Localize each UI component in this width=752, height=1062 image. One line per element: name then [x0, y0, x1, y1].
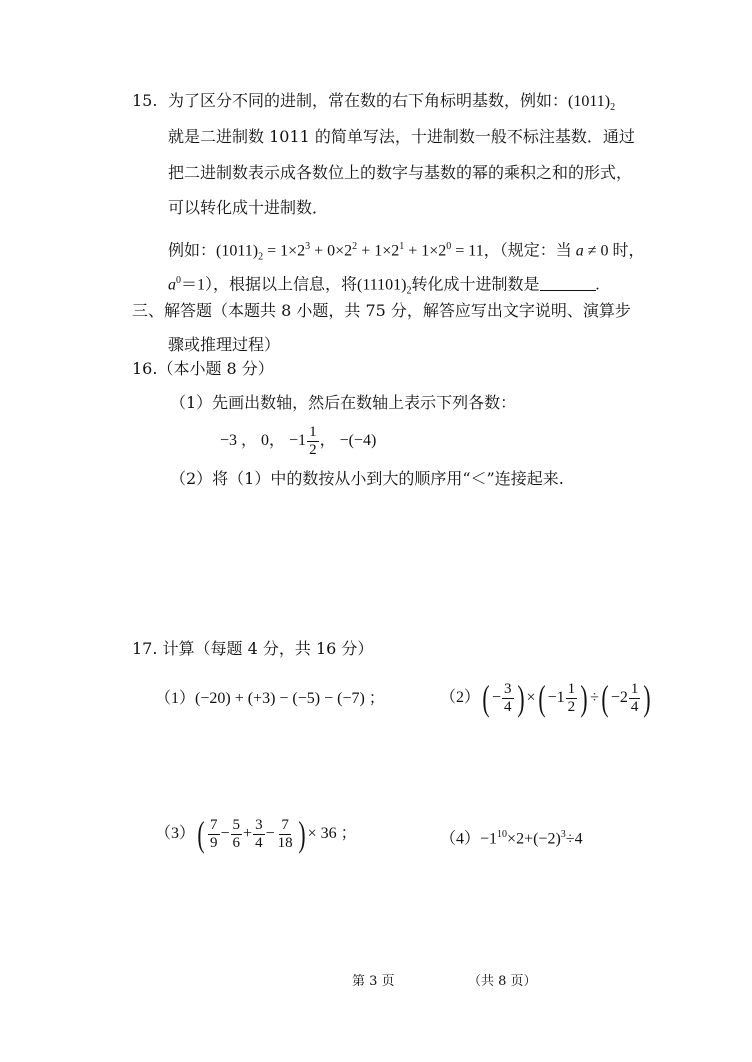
q17-p2-b-den: 2 — [567, 698, 576, 715]
q15-example-term1: = 1×2 — [263, 242, 306, 260]
q16-nums-b: ， −(−4) — [319, 432, 377, 449]
q15-example-exp1: 1 — [399, 241, 405, 252]
q17-p3-d1: 9 — [210, 834, 218, 851]
q17-p2-b-int: −1 — [547, 689, 565, 706]
q15-line1 — [168, 90, 615, 119]
section3-title-cont: 骤或推理过程） — [168, 335, 281, 354]
q15-rule-tail: 转化成十进制数是 — [411, 276, 540, 294]
q17-header: 17. 计算（每题 4 分，共 16 分） — [132, 639, 374, 658]
q15-rule-text: ＝1），根据以上信息，将 — [181, 276, 358, 294]
q15-rule-base: 2 — [406, 285, 412, 297]
q17-p2-frac-a — [502, 681, 514, 716]
q16-nums-a: −3 ， 0， −1 — [220, 432, 307, 449]
q17-p4-c: ÷4 — [565, 830, 583, 848]
q15-line1-base: 2 — [610, 102, 616, 114]
q15-example — [168, 236, 645, 269]
q15-number: 15. — [132, 91, 158, 110]
q15-rule-end: . — [595, 276, 600, 294]
q16-numbers — [220, 422, 376, 460]
q17-p4-exp: 10 — [497, 829, 508, 840]
q17-p1-expr: (−20) + (+3) − (−5) − (−7) ； — [195, 690, 385, 707]
q16-header: 16.（本小题 8 分） — [132, 359, 274, 378]
q17-p1 — [155, 688, 385, 710]
q17-p2-c-den: 4 — [630, 698, 639, 715]
q17-p1-label: （1） — [155, 690, 196, 707]
q17-p3-d3: 4 — [255, 834, 263, 851]
q17-p4-label: （4） — [440, 830, 481, 848]
q17-p3-d4: 18 — [277, 834, 293, 851]
q17-p3-op3: − — [265, 825, 275, 842]
q17-p2-a-num: 3 — [504, 680, 512, 697]
q15-rule-exp: 0 — [176, 275, 181, 286]
q17-p4-a: −1 — [480, 830, 498, 848]
q15-line1-text: 为了区分不同的进制，常在数的右下角标明基数，例如： — [168, 91, 569, 110]
q17-p3-tail: × 36 ； — [307, 825, 357, 842]
q15-example-exp2: 2 — [352, 241, 358, 252]
q17-p3-d2: 6 — [232, 834, 241, 851]
q17-p3: （3） ( $\frac{7}{9}$ − $\frac{5}{6}$ + $\frac{3}{4}$ − $\frac{7}{18}$ ) × 36 ； — [155, 808, 357, 860]
q15-rule-number: (11101) — [357, 276, 407, 294]
q17-p3-n4: 7 — [281, 816, 289, 833]
q17-p2-div: ÷ — [590, 689, 599, 706]
q15-example-term2: + 0×2 — [310, 242, 353, 260]
q15-line4: 可以转化成十进制数． — [168, 198, 329, 217]
q17-p2-label: （2） — [440, 689, 481, 706]
q15-example-label: 例如： — [168, 242, 217, 260]
q15-example-cond: ≠ 0 时， — [583, 242, 645, 260]
q17-p2: （2） ( − $\frac{3}{4}$ ) × ( −1 $\frac{1}{2}$ ) ÷ ( −2 $\frac{1}{4}$ ) — [440, 672, 653, 724]
q17-p3-frac-4 — [276, 817, 295, 852]
q16-frac-den: 2 — [309, 441, 317, 458]
q17-p3-op2: + — [243, 825, 253, 842]
q15-example-result: = 11，（规定：当 — [451, 242, 576, 260]
q15-example-term3: + 1×2 — [357, 242, 400, 260]
q15-example-base: (1011) — [216, 242, 259, 260]
q16-frac-num: 1 — [309, 423, 317, 440]
q17-p2-frac-b — [566, 681, 578, 716]
q15-rule — [168, 270, 600, 303]
page-number: 第 3 页 — [352, 974, 395, 989]
q17-p3-label: （3） — [155, 825, 196, 842]
q15-rule-var: a — [168, 276, 176, 294]
section3-title: 三、解答题（本题共 8 小题，共 75 分，解答应写出文字说明、演算步 — [132, 301, 631, 320]
page-total: （共 8 页） — [468, 974, 537, 989]
q17-p3-frac-2 — [231, 817, 243, 852]
q17-p2-b-num: 1 — [567, 680, 576, 697]
q17-p4 — [440, 824, 583, 850]
q17-p2-c-int: −2 — [610, 689, 628, 706]
q15-line2: 就是二进制数 1011 的简单写法，十进制数一般不标注基数．通过 — [168, 127, 635, 146]
q17-p2-a-sign: − — [492, 689, 502, 706]
answer-blank[interactable] — [540, 274, 596, 291]
q17-p3-frac-1 — [208, 817, 220, 852]
q15-example-var: a — [575, 242, 584, 260]
q17-p2-c-num: 1 — [630, 680, 639, 697]
q17-p2-a-den: 4 — [504, 698, 512, 715]
q17-p3-op1: − — [220, 825, 230, 842]
q15-line3: 把二进制数表示成各数位上的数字与基数的幂的乘积之和的形式， — [168, 163, 633, 182]
q15-example-exp0: 0 — [446, 241, 452, 252]
q17-p2-frac-c — [629, 681, 641, 716]
q17-p3-frac-3 — [253, 817, 265, 852]
q17-p3-n3: 3 — [255, 816, 263, 833]
q17-p3-n1: 7 — [210, 816, 218, 833]
q16-part1: （1）先画出数轴，然后在数轴上表示下列各数： — [170, 393, 517, 412]
q16-part2: （2）将（1）中的数按从小到大的顺序用“＜”连接起来. — [170, 469, 564, 488]
q15-line1-number: (1011) — [568, 93, 611, 110]
q15-example-exp3: 3 — [305, 241, 311, 252]
q15-example-base-sub: 2 — [258, 251, 264, 263]
q17-p4-b: ×2+(−2) — [507, 830, 561, 848]
q15-example-term4: + 1×2 — [404, 242, 447, 260]
q16-fraction — [307, 424, 319, 459]
q17-p3-n2: 5 — [232, 816, 241, 833]
q17-p2-times: × — [526, 689, 536, 706]
q17-p4-exp2: 3 — [560, 829, 566, 840]
